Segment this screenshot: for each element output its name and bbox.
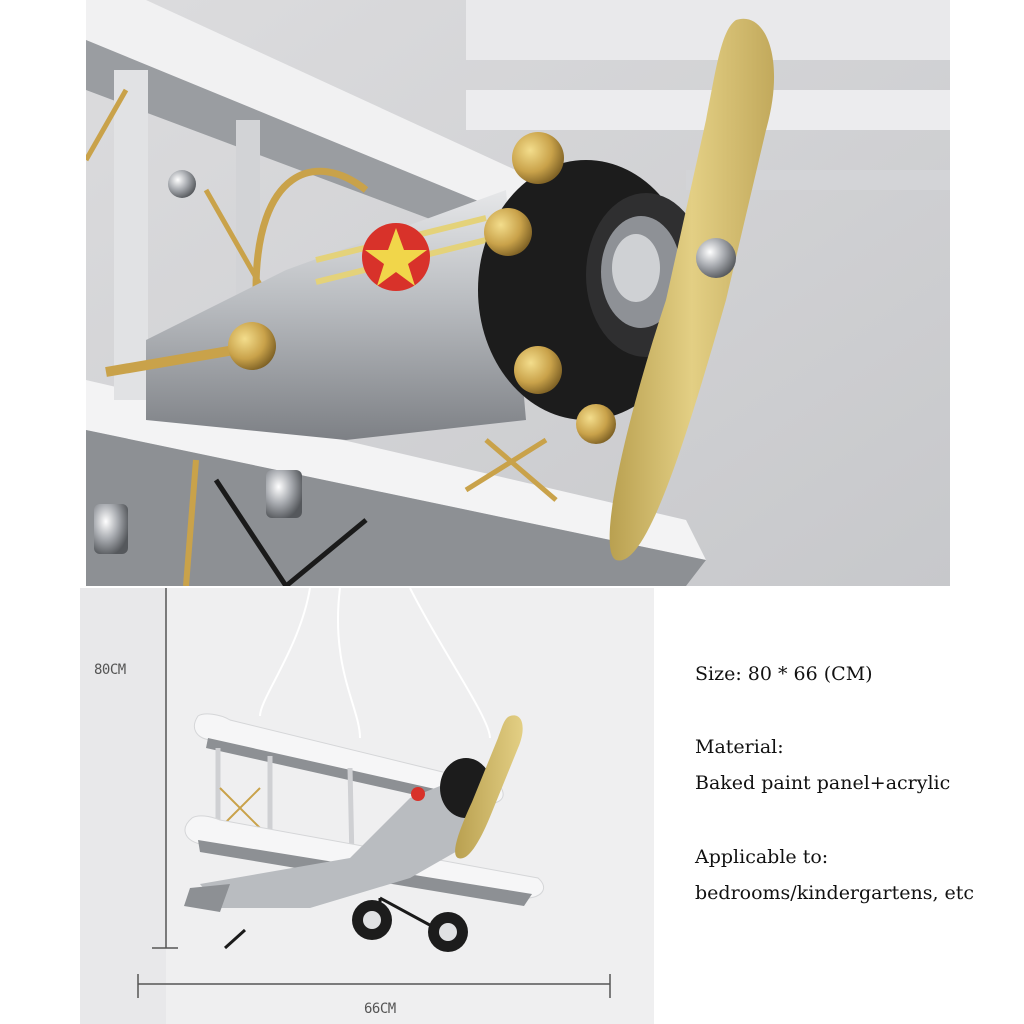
size-text: Size: 80 * 66 (CM) — [695, 663, 873, 685]
material-value: Baked paint panel+acrylic — [695, 772, 951, 794]
applicable-value: bedrooms/kindergartens, etc — [695, 882, 975, 904]
airplane-closeup-photo — [86, 0, 950, 586]
width-label: 66CM — [364, 1001, 396, 1017]
height-label: 80CM — [94, 662, 126, 678]
applicable-heading: Applicable to: — [695, 846, 829, 868]
airplane-dimension-photo — [80, 588, 654, 1024]
material-heading: Material: — [695, 736, 784, 758]
